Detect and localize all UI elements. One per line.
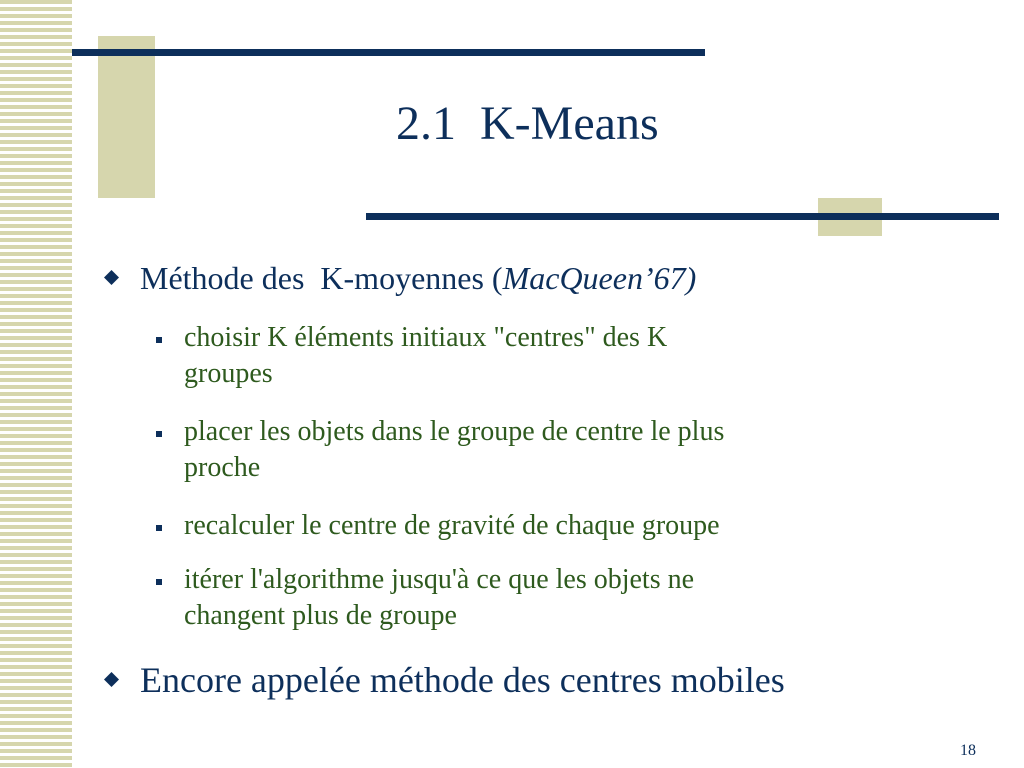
slide-title: 2.1 K-Means xyxy=(396,97,659,150)
sub-bullet-line: proche xyxy=(184,452,261,483)
sub-bullet-line: choisir K éléments initiaux "centres" des K xyxy=(184,322,668,353)
square-bullet-icon xyxy=(156,579,162,585)
square-bullet-icon xyxy=(156,525,162,531)
bullet-text: Encore appelée méthode des centres mobiles xyxy=(140,660,785,700)
sub-bullet-text xyxy=(184,508,720,544)
sub-bullet-line: placer les objets dans le groupe de centre le plus xyxy=(184,416,725,447)
sub-bullet-line: groupes xyxy=(184,358,273,389)
bottom-rule xyxy=(366,213,999,220)
top-rule xyxy=(72,49,705,56)
bullet-text xyxy=(140,262,696,294)
page-number: 18 xyxy=(960,742,976,759)
diamond-bullet-icon xyxy=(104,672,119,687)
striped-sidebar xyxy=(0,0,72,768)
sub-bullet-text xyxy=(184,414,724,486)
sub-bullet-line: itérer l'algorithme jusqu'à ce que les objets ne xyxy=(184,564,695,595)
sub-bullet-line: changent plus de groupe xyxy=(184,600,457,631)
citation: MacQueen’67) xyxy=(502,260,697,296)
title-accent-block xyxy=(98,36,155,198)
sub-bullet-line: recalculer le centre de gravité de chaque groupe xyxy=(184,510,720,541)
sub-bullet-text xyxy=(184,562,694,634)
sub-bullet-text xyxy=(184,320,667,392)
square-bullet-icon xyxy=(156,431,162,437)
bullet-text-main: Méthode des K-moyennes ( xyxy=(140,260,503,296)
diamond-bullet-icon xyxy=(104,270,119,285)
square-bullet-icon xyxy=(156,337,162,343)
